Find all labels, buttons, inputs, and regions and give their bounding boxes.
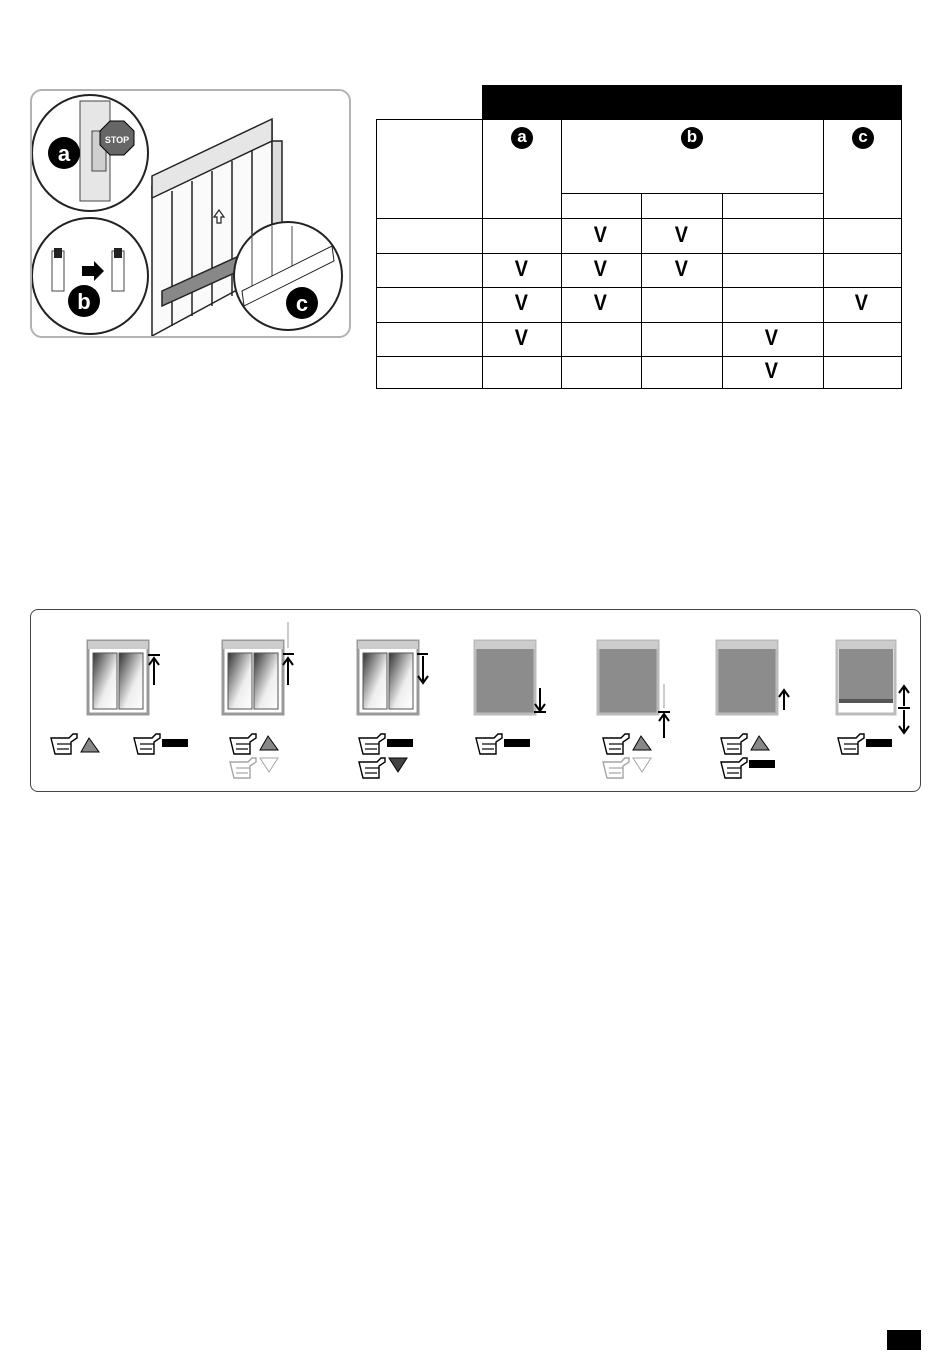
check-mark: V — [593, 256, 607, 281]
step-4 — [358, 641, 428, 778]
up-triangle-icon — [260, 736, 278, 750]
hand-icon — [721, 734, 747, 754]
hand-icon — [359, 734, 385, 754]
label-c: c — [295, 291, 309, 316]
arrow-down-icon — [899, 710, 909, 733]
hand-icon — [134, 734, 160, 754]
step-1 — [51, 641, 160, 754]
step-6 — [598, 641, 670, 778]
operations-diagram — [31, 610, 922, 793]
step-5 — [475, 641, 546, 754]
hand-icon — [721, 758, 747, 778]
shutter-diagram — [32, 91, 351, 338]
compatibility-table — [376, 85, 902, 389]
operations-panel — [30, 609, 921, 792]
check-mark: V — [854, 290, 868, 315]
step-7 — [717, 641, 789, 778]
column-badge-b: b — [681, 127, 703, 149]
hand-down-grey-icon — [603, 758, 651, 778]
hand-icon — [603, 734, 629, 754]
hand-icon — [359, 758, 385, 778]
check-mark: V — [593, 290, 607, 315]
stop-bar-icon — [387, 739, 413, 747]
stop-bar-icon — [504, 739, 530, 747]
check-mark: V — [514, 325, 528, 350]
check-mark: V — [674, 222, 688, 247]
column-badge-a: a — [511, 127, 533, 149]
arrow-up-icon — [659, 714, 669, 738]
step-2 — [134, 734, 188, 754]
detail-c — [234, 222, 342, 330]
check-mark: V — [593, 222, 607, 247]
hand-down-grey-icon — [230, 758, 278, 778]
window-closed — [598, 641, 658, 714]
step-8 — [837, 641, 910, 754]
column-badge-c: c — [852, 127, 874, 149]
down-triangle-icon — [389, 758, 407, 772]
window-closed — [717, 641, 777, 714]
check-mark: V — [514, 290, 528, 315]
hand-icon — [230, 734, 256, 754]
stop-bar-icon — [749, 760, 775, 768]
step-3 — [223, 622, 294, 778]
stop-sign-text: STOP — [104, 135, 130, 145]
label-a: a — [57, 141, 71, 166]
arrow-up-icon — [149, 658, 159, 685]
stop-bar-icon — [866, 739, 892, 747]
label-b: b — [77, 289, 91, 314]
installation-illustration — [30, 89, 351, 338]
up-triangle-icon — [633, 736, 651, 750]
arrow-up-icon — [779, 690, 789, 710]
stop-bar-icon — [162, 739, 188, 747]
window-closed — [475, 641, 535, 714]
page-number-tab — [887, 1330, 921, 1350]
table-grid — [376, 85, 902, 389]
hand-icon — [838, 734, 864, 754]
check-mark: V — [764, 325, 778, 350]
detail-b — [32, 218, 148, 334]
up-triangle-icon — [751, 736, 769, 750]
arrow-up-icon — [899, 686, 909, 706]
hand-icon — [51, 734, 77, 754]
detail-a — [32, 95, 148, 211]
hand-icon — [476, 734, 502, 754]
check-mark: V — [514, 256, 528, 281]
check-mark: V — [764, 358, 778, 383]
up-triangle-icon — [81, 738, 99, 752]
check-mark: V — [674, 256, 688, 281]
